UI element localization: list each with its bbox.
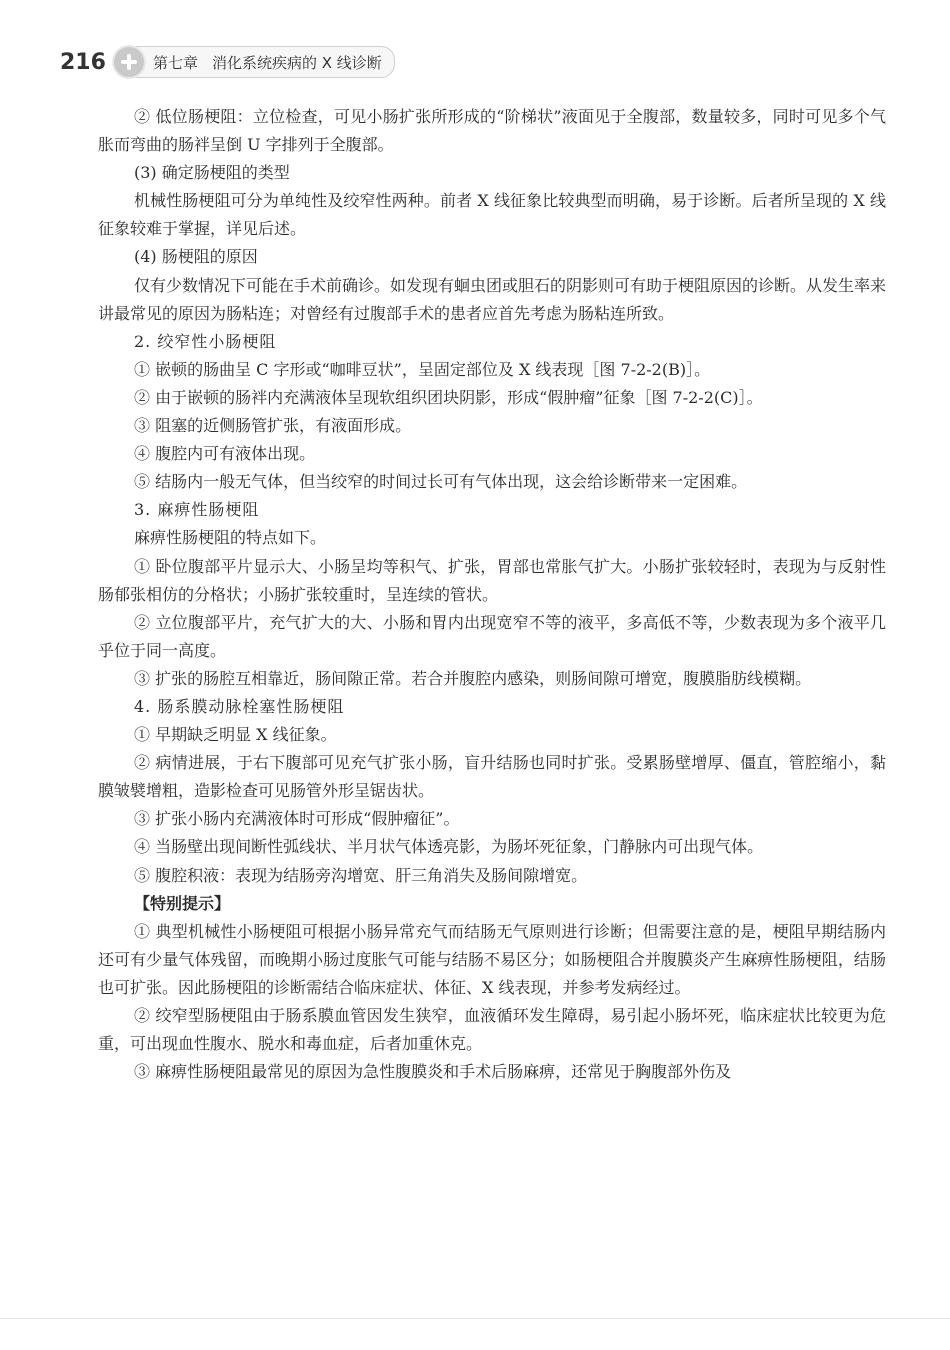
paragraph: ② 病情进展，于右下腹部可见充气扩张小肠，盲升结肠也同时扩张。受累肠壁增厚、僵直，管腔缩小，黏膜皱襞增粗，造影检查可见肠管外形呈锯齿状。	[98, 753, 886, 801]
subsection-heading: (4) 肠梗阻的原因	[134, 247, 258, 267]
section-heading: 3. 麻痹性肠梗阻	[134, 500, 260, 520]
paragraph: ② 绞窄型肠梗阻由于肠系膜血管因发生狭窄，血液循环发生障碍，易引起小肠坏死，临床症状比较更为危重，可出现血性腹水、脱水和毒血症，后者加重休克。	[98, 1006, 886, 1054]
paragraph: ① 典型机械性小肠梗阻可根据小肠异常充气而结肠无气原则进行诊断；但需要注意的是，梗阻早期结肠内还可有少量气体残留，而晚期小肠过度胀气可能与结肠不易区分；如肠梗阻合并腹膜炎产生麻痹性肠梗阻，结肠也可扩张。因此肠梗阻的诊断需结合临床症状、体征、X 线表现，并参考发病经过。	[98, 921, 886, 997]
paragraph: ① 早期缺乏明显 X 线征象。	[134, 725, 337, 745]
paragraph: 仅有少数情况下可能在手术前确诊。如发现有蛔虫团或胆石的阴影则可有助于梗阻原因的诊断。从发生率来讲最常见的原因为肠粘连；对曾经有过腹部手术的患者应首先考虑为肠粘连所致。	[98, 275, 887, 323]
paragraph: ④ 当肠壁出现间断性弧线状、半月状气体透亮影，为肠坏死征象，门静脉内可出现气体。	[134, 837, 764, 857]
chapter-label: 第七章	[152, 53, 198, 72]
chapter-title: 消化系统疾病的 X 线诊断	[211, 53, 382, 72]
paragraph: 麻痹性肠梗阻的特点如下。	[134, 528, 327, 548]
subsection-heading: (3) 确定肠梗阻的类型	[134, 163, 290, 183]
special-note-heading: 【特别提示】	[134, 893, 231, 913]
chapter-badge	[114, 46, 395, 78]
paragraph: ③ 阻塞的近侧肠管扩张，有液面形成。	[134, 416, 412, 436]
medical-cross-icon	[114, 47, 144, 77]
page-number: 216	[60, 49, 106, 75]
paragraph: ② 由于嵌顿的肠袢内充满液体呈现软组织团块阴影，形成“假肿瘤”征象［图 7-2-2(C)］。	[134, 387, 763, 407]
paragraph: ⑤ 结肠内一般无气体，但当绞窄的时间过长可有气体出现，这会给诊断带来一定困难。	[134, 472, 748, 492]
paragraph: ③ 麻痹性肠梗阻最常见的原因为急性腹膜炎和手术后肠麻痹，还常见于胸腹部外伤及	[134, 1062, 732, 1082]
section-heading: 4. 肠系膜动脉栓塞性肠梗阻	[134, 696, 345, 716]
paragraph: ① 卧位腹部平片显示大、小肠呈均等积气、扩张，胃部也常胀气扩大。小肠扩张较轻时，表现为与反射性肠郁张相仿的分格状；小肠扩张较重时，呈连续的管状。	[98, 556, 886, 604]
paragraph: ③ 扩张的肠腔互相靠近，肠间隙正常。若合并腹腔内感染，则肠间隙可增宽，腹膜脂肪线模糊。	[134, 668, 812, 688]
paragraph: ③ 扩张小肠内充满液体时可形成“假肿瘤征”。	[134, 809, 460, 829]
page-bottom-edge	[0, 1318, 950, 1319]
paragraph: ② 低位肠梗阻：立位检查，可见小肠扩张所形成的“阶梯状”液面见于全腹部，数量较多，同时可见多个气胀而弯曲的肠袢呈倒 U 字排列于全腹部。	[98, 107, 886, 155]
paragraph: ④ 腹腔内可有液体出现。	[134, 444, 316, 464]
paragraph: 机械性肠梗阻可分为单纯性及绞窄性两种。前者 X 线征象比较典型而明确，易于诊断。后者所呈现的 X 线征象较难于掌握，详见后述。	[98, 191, 886, 239]
paragraph: ⑤ 腹腔积液：表现为结肠旁沟增宽、肝三角消失及肠间隙增宽。	[134, 865, 588, 885]
chapter-tab	[128, 46, 395, 78]
paragraph: ② 立位腹部平片，充气扩大的大、小肠和胃内出现宽窄不等的液平，多高低不等，少数表现为多个液平几乎位于同一高度。	[98, 612, 886, 660]
page-body	[98, 103, 886, 1086]
section-heading: 2. 绞窄性小肠梗阻	[134, 331, 277, 351]
paragraph: ① 嵌顿的肠曲呈 C 字形或“咖啡豆状”，呈固定部位及 X 线表现［图 7-2-2(B)］。	[134, 359, 711, 379]
running-header	[60, 44, 395, 80]
